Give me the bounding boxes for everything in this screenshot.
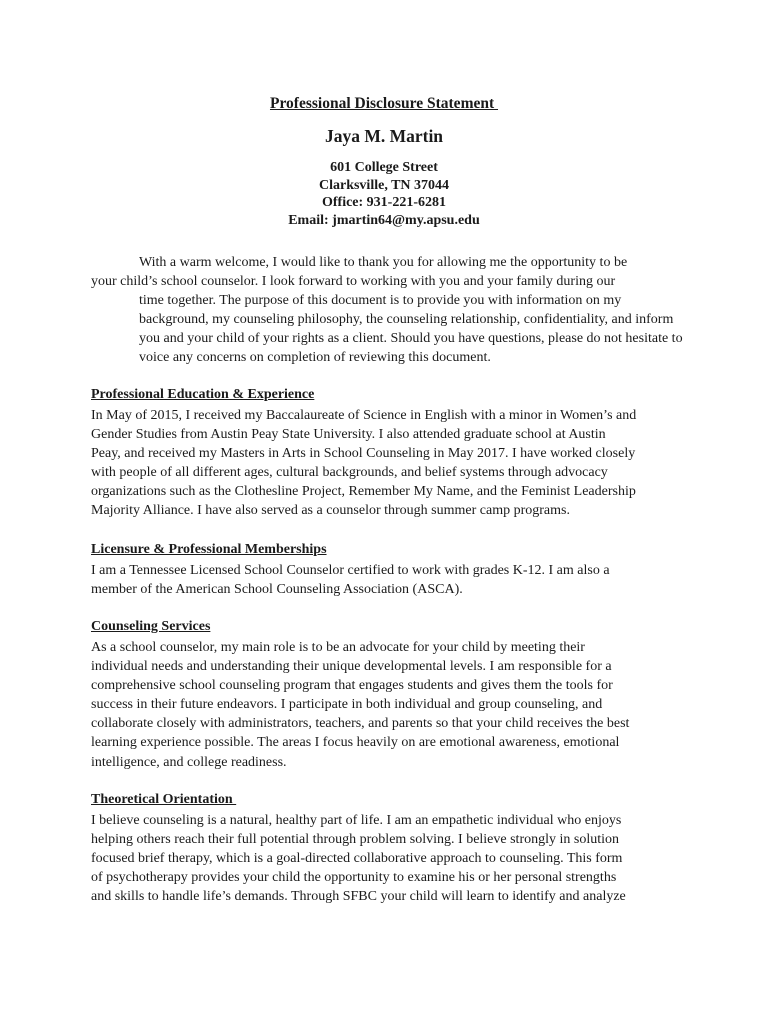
contact-block [0, 159, 768, 230]
section-heading-licensure: Licensure & Professional Memberships [91, 542, 327, 557]
contact-office-phone: Office: 931-221-6281 [321, 195, 447, 211]
body-line: success in their future endeavors. I participate in both individual and group counseling, and [91, 697, 603, 713]
body-line: member of the American School Counseling Association (ASCA). [91, 582, 463, 598]
body-line: Peay, and received my Masters in Arts in School Counseling in May 2017. I have worked closely [91, 446, 636, 462]
body-line: intelligence, and college readiness. [91, 754, 287, 770]
body-line: As a school counselor, my main role is to be an advocate for your child by meeting their [91, 640, 585, 655]
body-line: Majority Alliance. I have also served as a counselor through summer camp programs. [91, 503, 570, 519]
section-heading-services: Counseling Services [91, 619, 211, 634]
intro-paragraph [91, 253, 683, 368]
author-name: Jaya M. Martin [324, 126, 444, 146]
body-line: individual needs and understanding their unique developmental levels. I am responsible for a [91, 659, 612, 675]
section-body-orientation [91, 811, 679, 906]
document-title: Professional Disclosure Statement [269, 95, 499, 112]
body-line: In May of 2015, I received my Baccalaureate of Science in English with a minor in Women’s and [91, 408, 637, 423]
intro-line: time together. The purpose of this document is to provide you with information on my [139, 293, 622, 309]
body-line: focused brief therapy, which is a goal-directed collaborative approach to counseling. This form [91, 851, 623, 867]
body-line: comprehensive school counseling program that engages students and gives them the tools for [91, 678, 613, 694]
intro-line: you and your child of your rights as a client. Should you have questions, please do not hesitate to [139, 331, 683, 347]
body-line: with people of all different ages, cultural backgrounds, and belief systems through advocacy [91, 465, 608, 481]
intro-line: your child’s school counselor. I look forward to working with you and your family during our [91, 274, 616, 290]
body-line: organizations such as the Clothesline Project, Remember My Name, and the Feminist Leadership [91, 484, 636, 500]
contact-email: Email: jmartin64@my.apsu.edu [288, 213, 480, 229]
body-line: learning experience possible. The areas I focus heavily on are emotional awareness, emotional [91, 735, 620, 751]
section-body-services [91, 638, 679, 772]
body-line: of psychotherapy provides your child the opportunity to examine his or her personal strengths [91, 870, 617, 886]
body-line: I am a Tennessee Licensed School Counselor certified to work with grades K-12. I am also a [91, 563, 610, 578]
body-line: helping others reach their full potential through problem solving. I believe strongly in solution [91, 832, 620, 848]
section-heading-education: Professional Education & Experience [91, 387, 315, 402]
intro-line: voice any concerns on completion of reviewing this document. [139, 350, 491, 366]
body-line: and skills to handle life’s demands. Through SFBC your child will learn to identify and analyze [91, 889, 626, 905]
contact-city: Clarksville, TN 37044 [318, 177, 450, 193]
contact-street: 601 College Street [330, 160, 438, 175]
body-line: I believe counseling is a natural, healthy part of life. I am an empathetic individual who enjoys [91, 813, 622, 828]
section-heading-orientation: Theoretical Orientation [91, 792, 237, 807]
body-line: collaborate closely with administrators, teachers, and parents so that your child receives the best [91, 716, 630, 732]
section-body-licensure [91, 561, 679, 599]
intro-line: background, my counseling philosophy, the counseling relationship, confidentiality, and inform [139, 312, 674, 328]
section-body-education [91, 406, 679, 521]
body-line: Gender Studies from Austin Peay State University. I also attended graduate school at Austin [91, 427, 606, 443]
intro-line: With a warm welcome, I would like to thank you for allowing me the opportunity to be [139, 255, 628, 270]
